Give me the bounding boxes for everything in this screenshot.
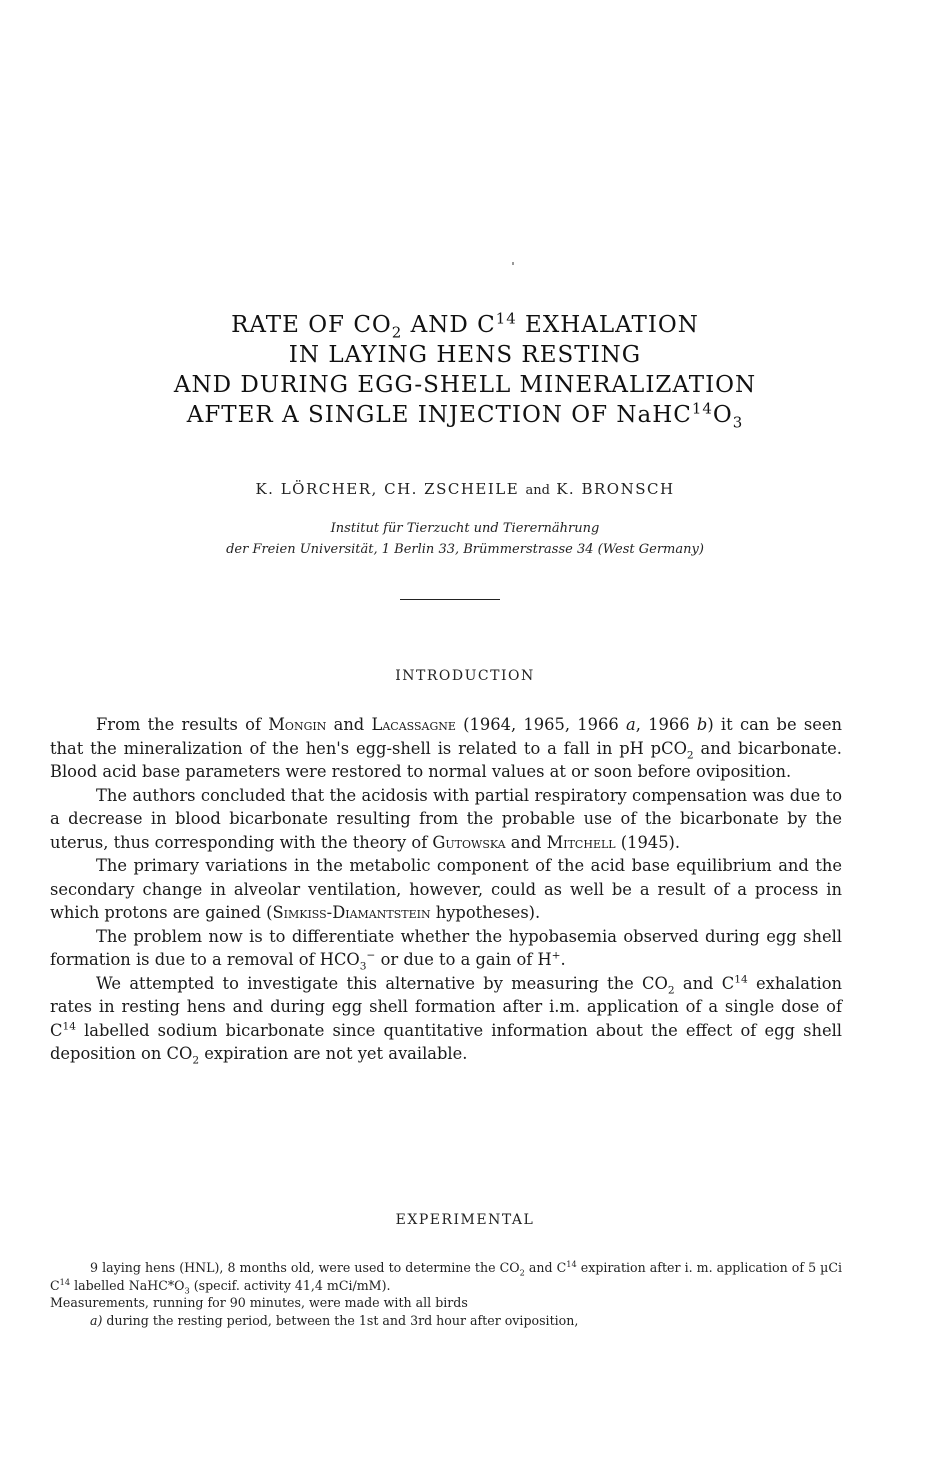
intro-paragraph-1: From the results of Mongin and Lacassagne (1964, 1965, 1966 a, 1966 b) it can be seen that the mineralization of the hen's egg-shell is related to a fall in pH pCO$_2$ and bicarbonate. Blood acid base parameters were restored to normal values at or soon before oviposition.	[50, 715, 842, 781]
intro-paragraph-4: The problem now is to differentiate whether the hypobasemia observed during egg shell formation is due to a removal of $HCO_3^-$ or due to a gain of H+.	[50, 926, 842, 973]
title-line-4: AFTER A SINGLE INJECTION OF $NaHC^{14}O_3$	[186, 399, 744, 432]
title-line-3: AND DURING EGG-SHELL MINERALIZATION	[173, 372, 757, 398]
page-mark	[512, 262, 514, 265]
title-line-1: RATE OF $CO_2$ AND $C^{14}$ EXHALATION	[231, 309, 699, 342]
separator-rule	[400, 599, 500, 600]
authors: K. LÖRCHER, CH. ZSCHEILE and K. BRONSCH	[255, 480, 675, 498]
experimental-paragraph-2: Measurements, running for 90 minutes, were made with all birds	[50, 1295, 468, 1310]
experimental-body	[50, 1259, 842, 1329]
introduction-body	[50, 713, 842, 1066]
intro-paragraph-5: We attempted to investigate this alternative by measuring the $CO_2$ and $C^{14}$ exhalation rates in resting hens and during egg shell formation after i.m. application of a single dose of $C^{14}$ labelled sodium bicarbonate since quantitative information about the effect of egg shell deposition on $CO_2$ expiration are not yet available.	[50, 973, 842, 1067]
intro-paragraph-3: The primary variations in the metabolic component of the acid base equilibrium and the secondary change in alveolar ventilation, however, could as well be a result of a process in which protons are gained (Simkiss-Diamantstein hypotheses).	[50, 856, 842, 922]
title-line-2: IN LAYING HENS RESTING	[288, 342, 642, 368]
experimental-paragraph-1: 9 laying hens (HNL), 8 months old, were used to determine the $CO_2$ and $C^{14}$ expiration after i. m. application of 5 µCi $C^{14}$ labelled $NaHC*O_3$ (specif. activity 41,4 mCi/mM).	[50, 1258, 843, 1296]
paper-title	[100, 310, 830, 430]
experimental-list-item-a: a) during the resting period, between the 1st and 3rd hour after oviposition,	[90, 1312, 579, 1328]
affiliation-line-2: der Freien Universität, 1 Berlin 33, Brümmerstrasse 34 (West Germany)	[226, 542, 704, 557]
introduction-heading: INTRODUCTION	[395, 668, 535, 684]
affiliation	[60, 518, 870, 560]
affiliation-line-1: Institut für Tierzucht und Tierernährung	[330, 521, 600, 536]
intro-paragraph-2: The authors concluded that the acidosis with partial respiratory compensation was due to a decrease in blood bicarbonate resulting from the probable use of the bicarbonate by the uterus, thus corresponding with the theory of Gutowska and Mitchell (1945).	[50, 785, 842, 852]
experimental-heading: EXPERIMENTAL	[395, 1212, 535, 1228]
